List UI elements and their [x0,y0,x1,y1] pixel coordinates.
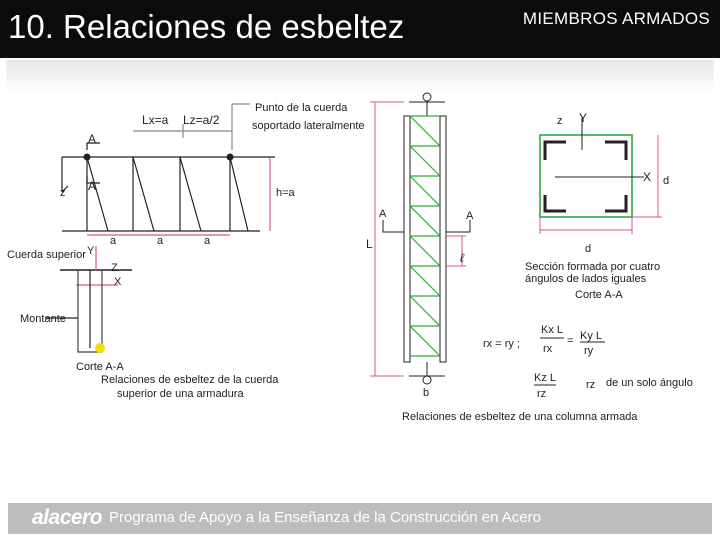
ky-l-label: Ky L [580,330,603,342]
lateral-note-line1: Punto de la cuerda [255,102,348,114]
column-top-pin [423,93,431,101]
panel-label-2: a [157,235,164,247]
column-caption: Relaciones de esbeltez de una columna armada [402,411,638,423]
rz-note-label: rz [586,379,596,391]
section-d-right-label: d [663,175,670,187]
section-mark-bottom: A [88,179,97,193]
program-label: Programa de Apoyo a la Enseñanza de la Construcción en Acero [109,509,541,526]
alacero-logo: alacero [32,506,103,529]
footer-bar [8,503,712,534]
rx-label: rx [543,343,553,355]
column-drawing [370,102,470,376]
truss-caption-line2: superior de una armadura [117,388,244,400]
formula-block [483,324,693,400]
section-y-label: Y [579,111,588,125]
panel-label-3: a [204,235,211,247]
truss-z-axis-label: z [60,187,66,199]
lateral-note-line2: soportado lateralmente [252,120,365,132]
post-label: Montante [20,313,66,325]
column-lacing [410,116,440,356]
section-z-label: z [557,115,563,127]
single-angle-note: de un solo ángulo [606,377,693,389]
section-cut-label: Corte A-A [575,289,623,301]
truss-drawing [45,104,275,352]
lateral-support-node [84,154,91,161]
lx-label: Lx=a [142,113,169,127]
equals-sign: = [567,335,574,347]
column-length-label: L [366,237,373,251]
section-d-bottom-label: d [585,243,592,255]
ry-label: ry [584,345,594,357]
top-chord-label: Cuerda superior [7,249,86,261]
bolt-marker [95,343,105,353]
section-mark-top: A [88,132,97,146]
column-section-mark-right: A [466,210,474,222]
section-note-line2: ángulos de lados iguales [525,273,647,285]
panel-label-1: a [110,235,117,247]
section-x-label: X [643,170,652,184]
column-section-mark-left: A [379,208,387,220]
page-title: 10. Relaciones de esbeltez [8,8,405,45]
lz-label: Lz=a/2 [183,113,220,127]
column-bottom-pin [423,376,431,384]
equal-radii-formula: rx = ry ; [483,338,520,350]
kx-l-label: Kx L [541,324,564,336]
truss-z-upper-label: Z [111,262,118,274]
section-note-line1: Sección formada por cuatro [525,261,661,273]
column-local-length-label: ℓ [460,251,464,265]
truss-caption-line1: Relaciones de esbeltez de la cuerda [101,374,279,386]
height-label: h=a [276,187,295,199]
rz-fraction-label: rz [537,388,547,400]
truss-cut-label: Corte A-A [76,361,124,373]
kz-l-label: Kz L [534,372,557,384]
column-width-label: b [423,387,430,399]
truss-y-axis-label: Y [87,245,95,257]
lateral-support-node [227,154,234,161]
topic-label: MIEMBROS ARMADOS [522,9,710,28]
truss-x-axis-label: X [114,276,122,288]
